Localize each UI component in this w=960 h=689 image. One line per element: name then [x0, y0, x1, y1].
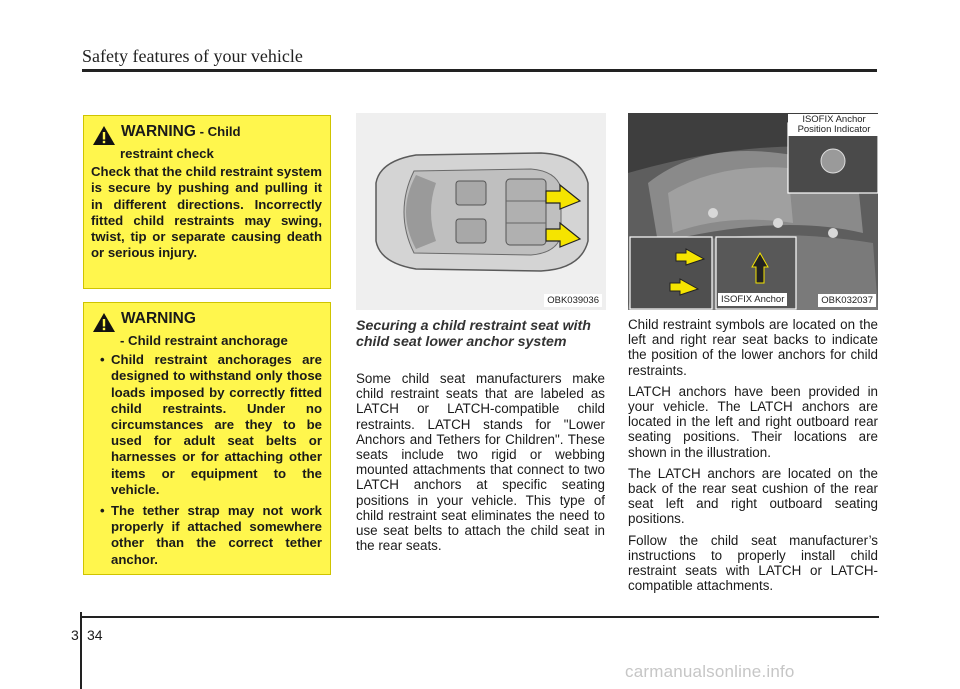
warning-triangle-icon	[92, 125, 116, 146]
paragraph: Child restraint symbols are located on the left and right rear seat backs to indicate the position of the lower anchors for child restraints.	[628, 317, 878, 378]
warning-bullet: • The tether strap may not work properly if attached somewhere other than the correct tether anchor.	[91, 503, 322, 568]
header-title: Safety features of your vehicle	[82, 46, 303, 66]
footer-horizontal-rule	[80, 616, 879, 618]
footer-vertical-rule	[80, 612, 82, 689]
warning-header	[92, 124, 322, 146]
watermark: carmanualsonline.info	[625, 662, 795, 681]
label-isofix-indicator: ISOFIX Anchor Position Indicator	[788, 114, 878, 136]
warning-triangle-icon	[92, 312, 116, 333]
paragraph: Follow the child seat manufacturer’s instructions to properly install child restraint seats with LATCH or LATCH-compatible attachments.	[628, 532, 878, 594]
figure-rear-seat	[628, 113, 878, 310]
page-number: 34	[87, 627, 103, 643]
paragraph: LATCH anchors have been provided in your vehicle. The LATCH anchors are located in the left and right outboard rear seating positions. Their locations are shown in the illustration.	[628, 383, 878, 460]
paragraph: Some child seat manufacturers make child restraint seats that are labeled as LATCH or LATCH-compatible child restraints. LATCH stands for "Lower Anchors and Tethers for Children". These seats include two rigid or webbing mounted attachments that connect to two LATCH anchors at specific seating positions in your vehicle. This type of child restraint seat eliminates the need to use seat belts to attach the child seat in the rear seats.	[356, 371, 605, 554]
section-heading: Securing a child restraint seat with child seat lower anchor system	[356, 318, 591, 350]
body-text-right	[628, 317, 878, 599]
page-chapter: 3	[71, 627, 79, 643]
car-top-view-illustration	[356, 113, 606, 310]
warning-box-restraint-check	[83, 115, 331, 289]
warning-title: WARNING	[121, 310, 196, 327]
label-isofix-anchor: ISOFIX Anchor	[718, 293, 787, 306]
warning-text: Check that the child restraint system is secure by pushing and pulling it in different directions. Incorrectly fitted child restraints may swing, twist, tip or separate causing death or serious injury.	[91, 164, 322, 261]
warning-subtitle: - Child	[195, 124, 241, 139]
warning-bullet: • Child restraint anchorages are designed to withstand only those loads imposed by correctly fitted child restraints. Under no circumstances are they to be used for adult seat belts or harnesses or for attaching other items or equipment to the vehicle.	[91, 352, 322, 498]
warning-box-anchorage	[83, 302, 331, 575]
warning-title: WARNING	[121, 123, 196, 140]
rear-seat-illustration	[628, 113, 878, 310]
figure-code: OBK039036	[544, 294, 602, 307]
warning-subtitle-line2: restraint check	[120, 146, 214, 161]
warning-subtitle: - Child restraint anchorage	[120, 333, 288, 348]
figure-car-top-view	[356, 113, 606, 310]
header-rule	[82, 69, 877, 72]
figure-code: OBK032037	[818, 294, 876, 307]
paragraph: The LATCH anchors are located on the back of the rear seat cushion of the rear seat left and right outboard seating positions.	[628, 465, 878, 527]
warning-header	[92, 311, 322, 333]
body-text-middle	[356, 371, 605, 559]
warning-bullet-list	[91, 352, 322, 568]
